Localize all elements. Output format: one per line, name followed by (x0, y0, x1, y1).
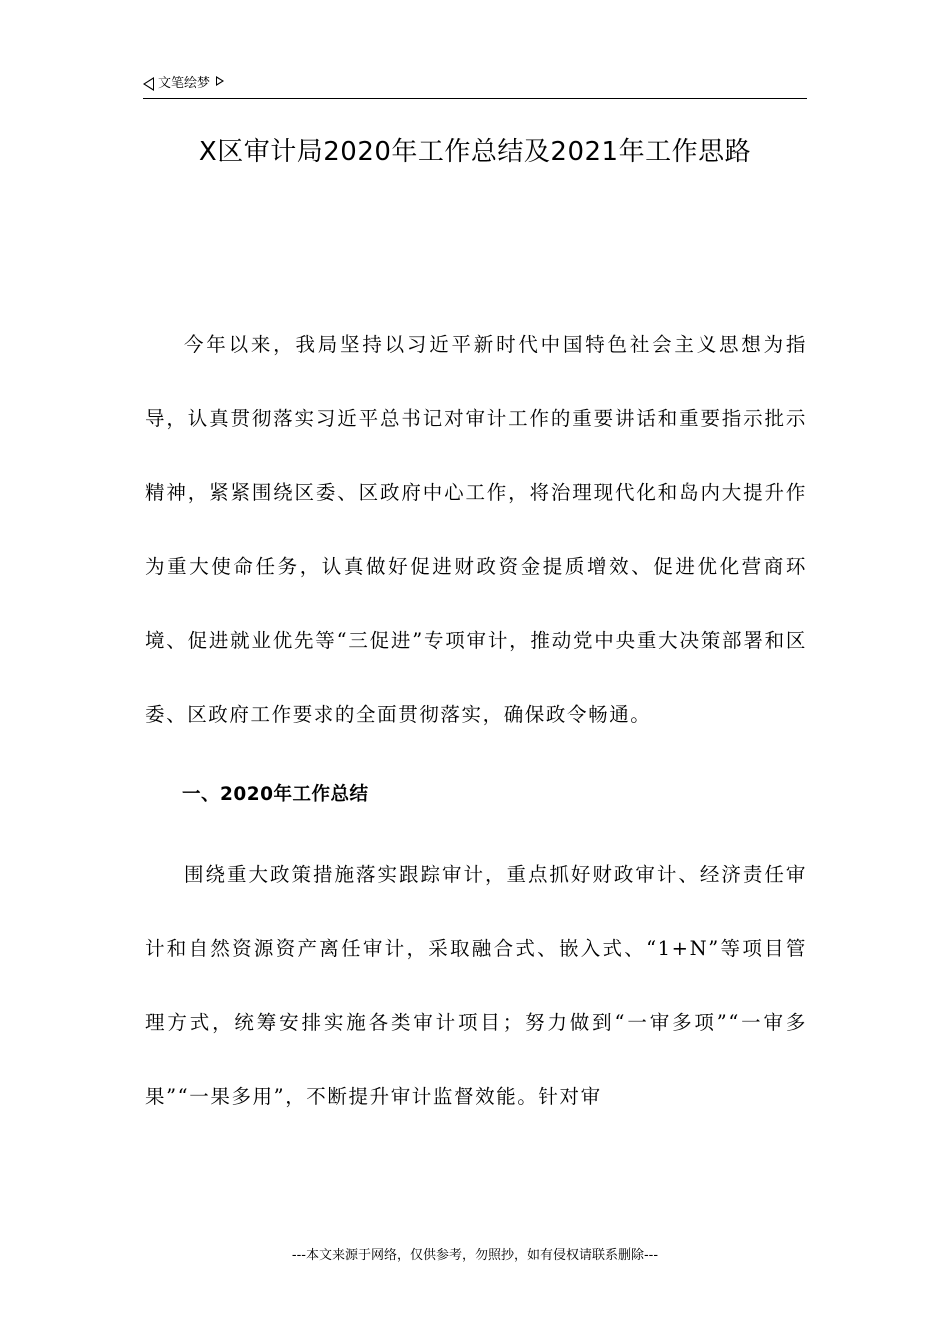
footer-disclaimer: ---本文来源于网络，仅供参考，勿照抄，如有侵权请联系删除--- (291, 1248, 659, 1263)
header-brand: 文笔绘梦 (158, 76, 211, 91)
document-title: X区审计局2020年工作总结及2021年工作思路 (198, 137, 752, 167)
section-paragraph: 围绕重大政策措施落实跟踪审计，重点抓好财政审计、经济责任审计和自然资源资产离任审计，采取融合式、嵌入式、“1+N”等项目管理方式，统筹安排实施各类审计项目；努力做到“一审多项”“一审多果”“一果多用”，不断提升审计监督效能。针对审 (145, 863, 807, 1108)
page-header (143, 74, 807, 99)
document-body (145, 308, 807, 1134)
section-heading: 一、2020年工作总结 (182, 784, 369, 805)
left-triangle-icon (143, 77, 154, 91)
right-triangle-icon (216, 76, 224, 86)
intro-paragraph: 今年以来，我局坚持以习近平新时代中国特色社会主义思想为指导，认真贯彻落实习近平总书记对审计工作的重要讲话和重要指示批示精神，紧紧围绕区委、区政府中心工作，将治理现代化和岛内大提升作为重大使命任务，认真做好促进财政资金提质增效、促进优化营商环境、促进就业优先等“三促进”专项审计，推动党中央重大决策部署和区委、区政府工作要求的全面贯彻落实，确保政令畅通。 (145, 333, 807, 726)
